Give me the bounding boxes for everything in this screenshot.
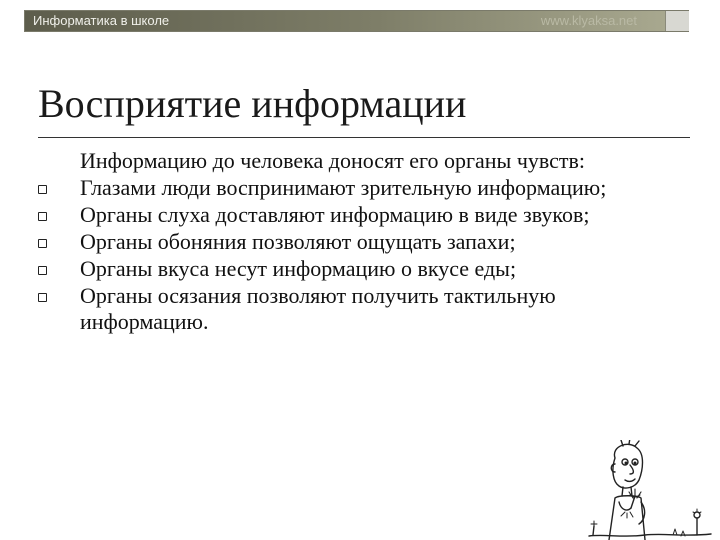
- slide-title: Восприятие информации: [38, 81, 467, 126]
- list-item-text: Органы осязания позволяют получить тактильную информацию.: [80, 283, 556, 334]
- header-bar: [24, 10, 689, 32]
- header-gradient: [25, 11, 665, 31]
- title-divider: [38, 137, 690, 138]
- slide-content: [80, 146, 680, 336]
- intro-text: Информацию до человека доносят его органы чувств:: [80, 148, 586, 173]
- list-item-text: Органы слуха доставляют информацию в виде звуков;: [80, 202, 590, 227]
- header-url-link[interactable]: www.klyaksa.net: [540, 13, 637, 28]
- hollow-square-bullet-icon: [38, 185, 47, 194]
- list-item: [80, 283, 680, 335]
- thinking-man-cartoon-icon: [585, 440, 715, 540]
- header-subtitle: Информатика в школе: [33, 13, 170, 28]
- list-item-text: Органы обоняния позволяют ощущать запахи;: [80, 229, 516, 254]
- hollow-square-bullet-icon: [38, 239, 47, 248]
- hollow-square-bullet-icon: [38, 212, 47, 221]
- list-item: [80, 202, 680, 228]
- hollow-square-bullet-icon: [38, 266, 47, 275]
- hollow-square-bullet-icon: [38, 293, 47, 302]
- list-item: [80, 175, 680, 201]
- header-corner-block: [665, 11, 689, 31]
- list-item-text: Органы вкуса несут информацию о вкусе еды;: [80, 256, 517, 281]
- list-item: [80, 256, 680, 282]
- list-item-text: Глазами люди воспринимают зрительную информацию;: [80, 175, 607, 200]
- list-item: [80, 229, 680, 255]
